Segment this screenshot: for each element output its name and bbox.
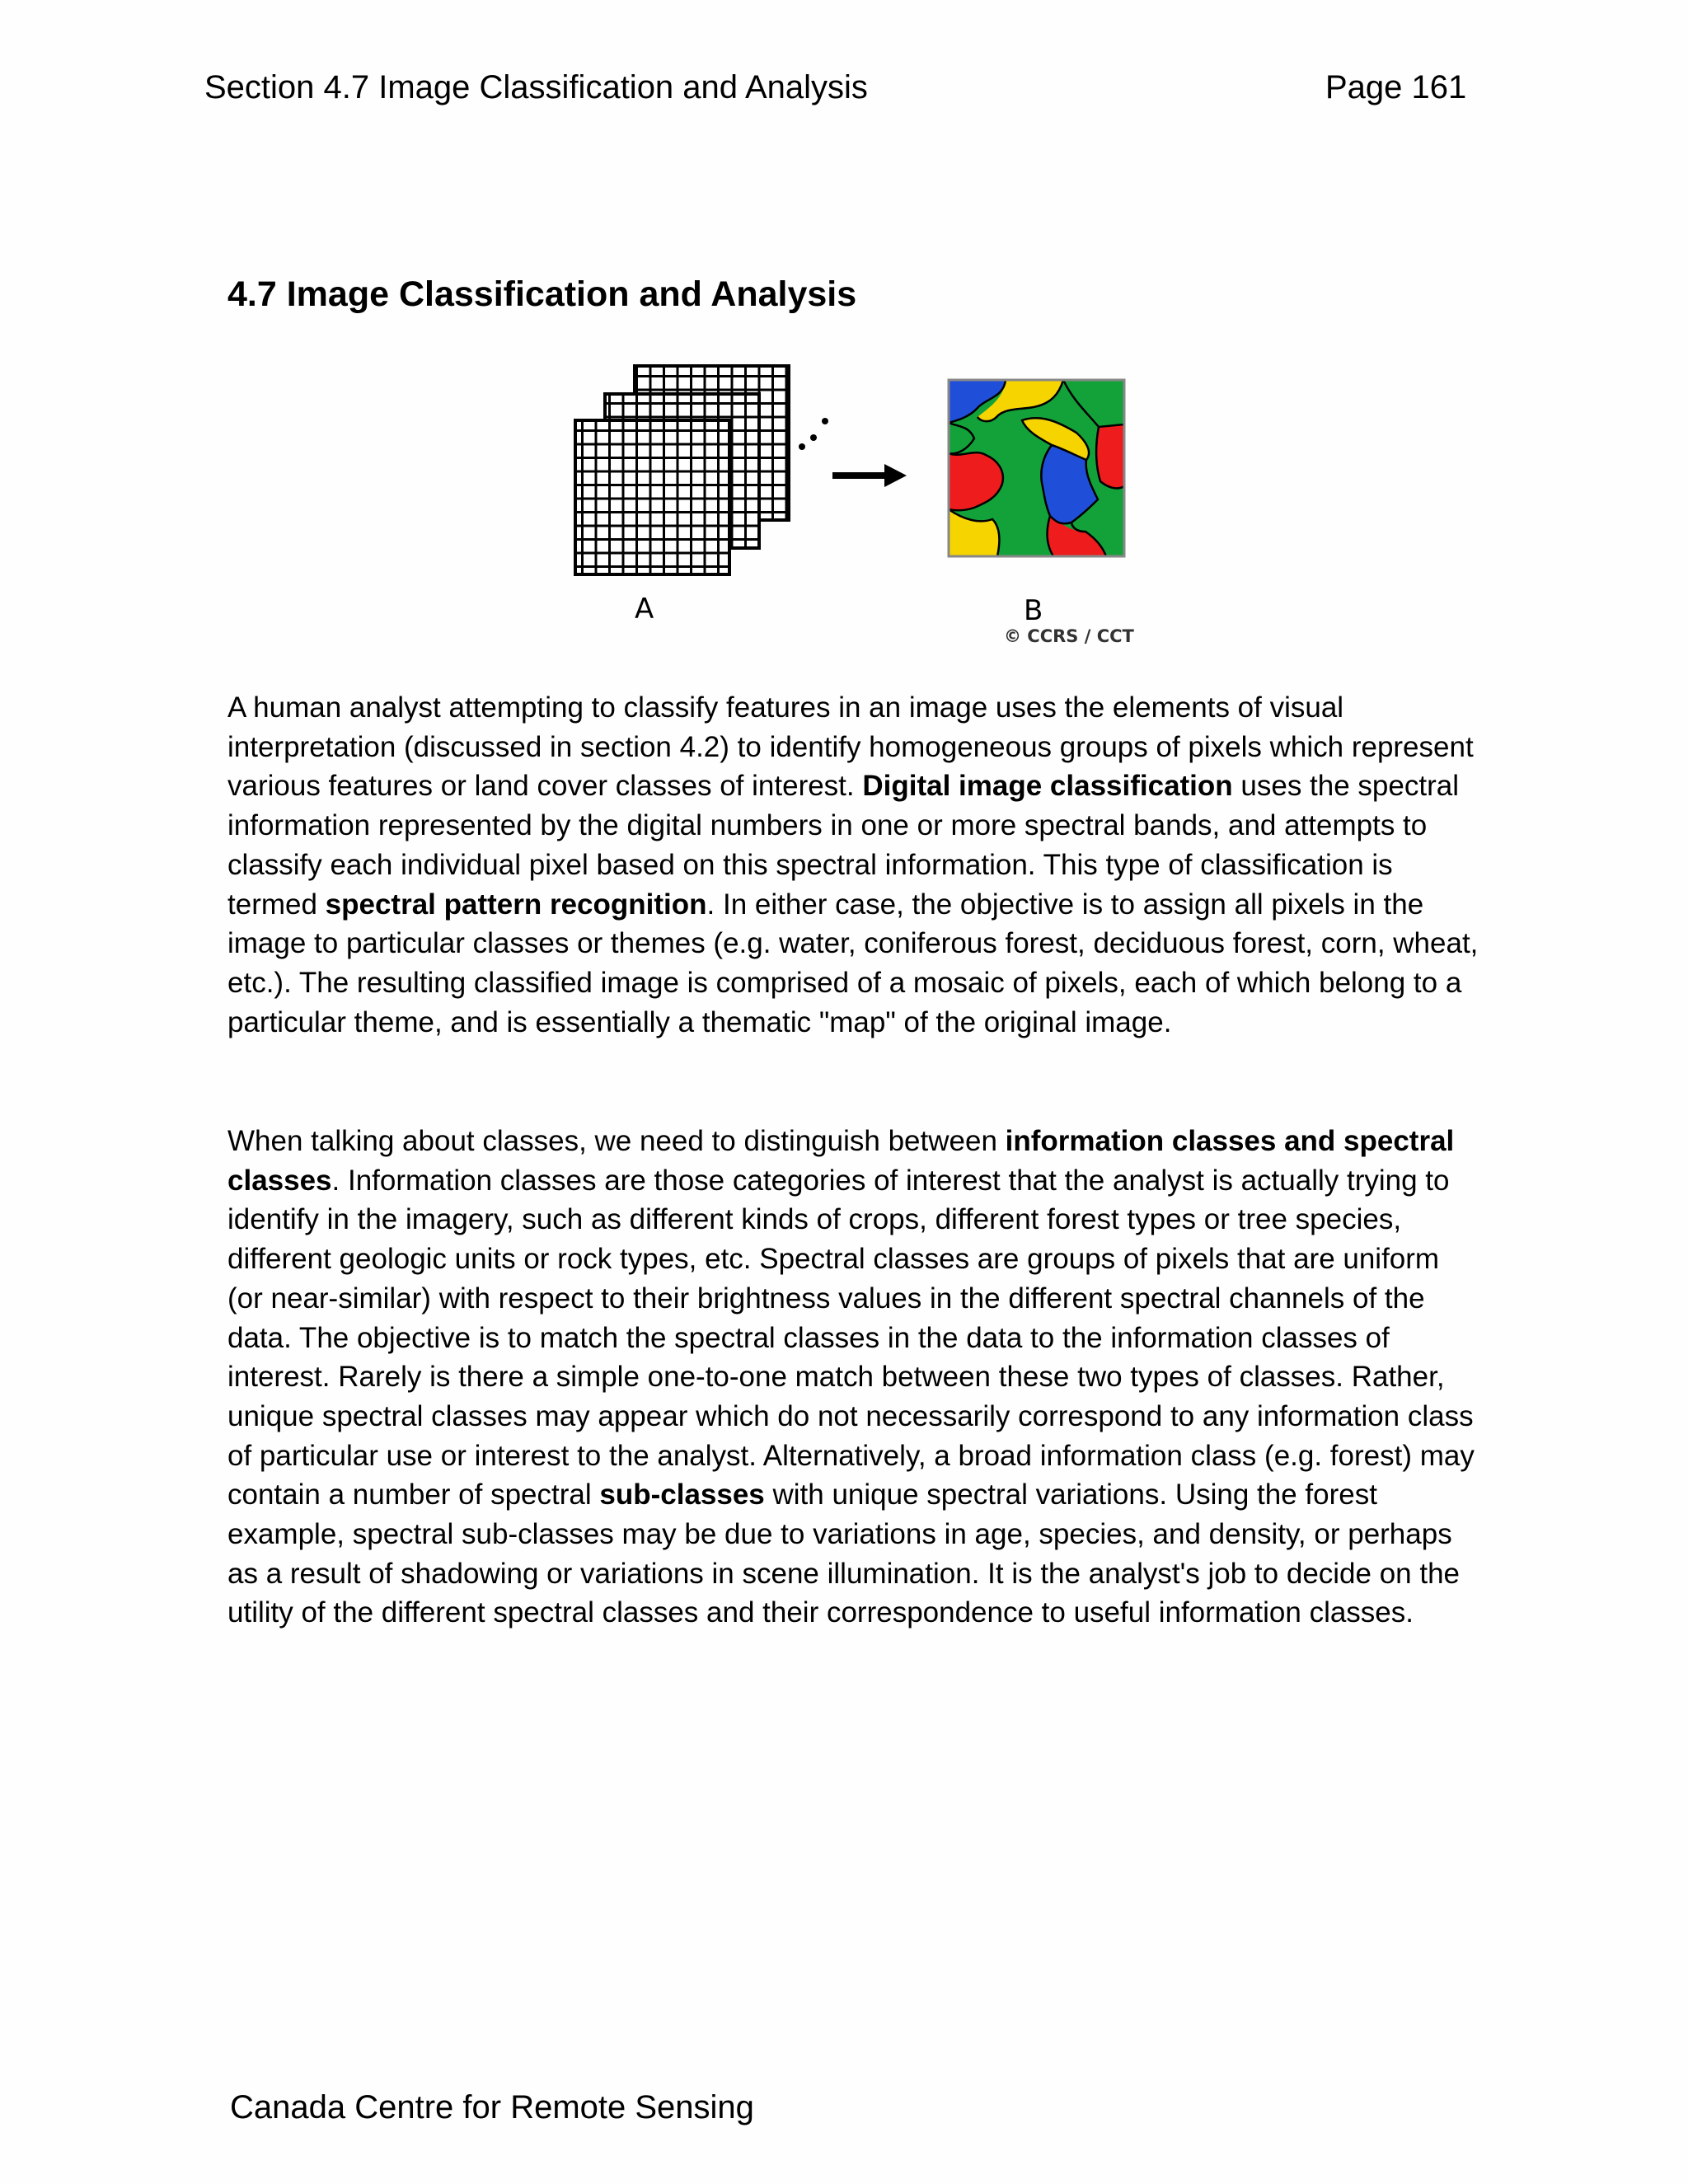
bold-term: spectral pattern recognition [325,888,707,921]
paragraph-text: uses the spectral information represented by the digital numbers in one or more spectral bands, and attempts to classify each individual pixel based on this spectral information. This type of classification is termed [227,770,1459,921]
bold-term: sub-classes [599,1479,765,1511]
band-stack [575,366,789,574]
ellipsis-dots [799,418,828,450]
arrow-right-icon [832,464,907,487]
paragraph-text: . Information classes are those categories of interest that the analyst is actually trying to identify in the imagery, such as different kinds of crops, different forest types or tree species, different geologic units or rock types, etc. Spectral classes are groups of pixels that are uniform (or near-similar) with respect to their brightness values in the different spectral channels of the data. The objective is to match the spectral classes in the data to the information classes of interest. Rarely is there a simple one-to-one match between these two types of classes. Rather, unique spectral classes may appear which do not necessarily correspond to any information class of particular use or interest to the analyst. Alternatively, a broad information class (e.g. forest) may contain a number of spectral [227,1164,1475,1511]
paragraph-information-spectral-classes [227,1122,1480,1633]
paragraph-text: When talking about classes, we need to distinguish between [227,1125,1006,1157]
figure-label-a: A [635,593,654,626]
bold-term: Digital image classification [862,770,1233,803]
page-footer: Canada Centre for Remote Sensing [230,2089,754,2125]
page-header-section: Section 4.7 Image Classification and Analysis [204,69,868,105]
classification-diagram [569,363,1137,659]
page-number: Page 161 [1325,69,1467,105]
paragraph-text: with unique spectral variations. Using the forest example, spectral sub-classes may be due to variations in age, species, and density, or perhaps as a result of shadowing or variations in scene illumination. It is the analyst's job to decide on the utility of the different spectral classes and their correspondence to useful information classes. [227,1479,1461,1629]
band-layer-front [575,420,729,574]
figure-credit: © CCRS / CCT [1004,626,1134,646]
section-title: 4.7 Image Classification and Analysis [227,274,857,314]
paragraph-digital-classification [227,688,1480,1042]
paragraph-text: A human analyst attempting to classify features in an image uses the elements of visual interpretation (discussed in section 4.2) to identify homogeneous groups of pixels which represent various features or land cover classes of interest. [227,691,1474,803]
paragraph-text: . In either case, the objective is to assign all pixels in the image to particular classes or themes (e.g. water, coniferous forest, deciduous forest, corn, wheat, etc.). The resulting classified image is comprised of a mosaic of pixels, each of which belong to a particular theme, and is essentially a thematic "map" of the original image. [227,888,1479,1038]
classified-map [949,380,1124,556]
figure-label-b: B [1024,594,1043,627]
classification-figure [569,363,1137,659]
bold-term: information classes and spectral classes [227,1125,1455,1197]
